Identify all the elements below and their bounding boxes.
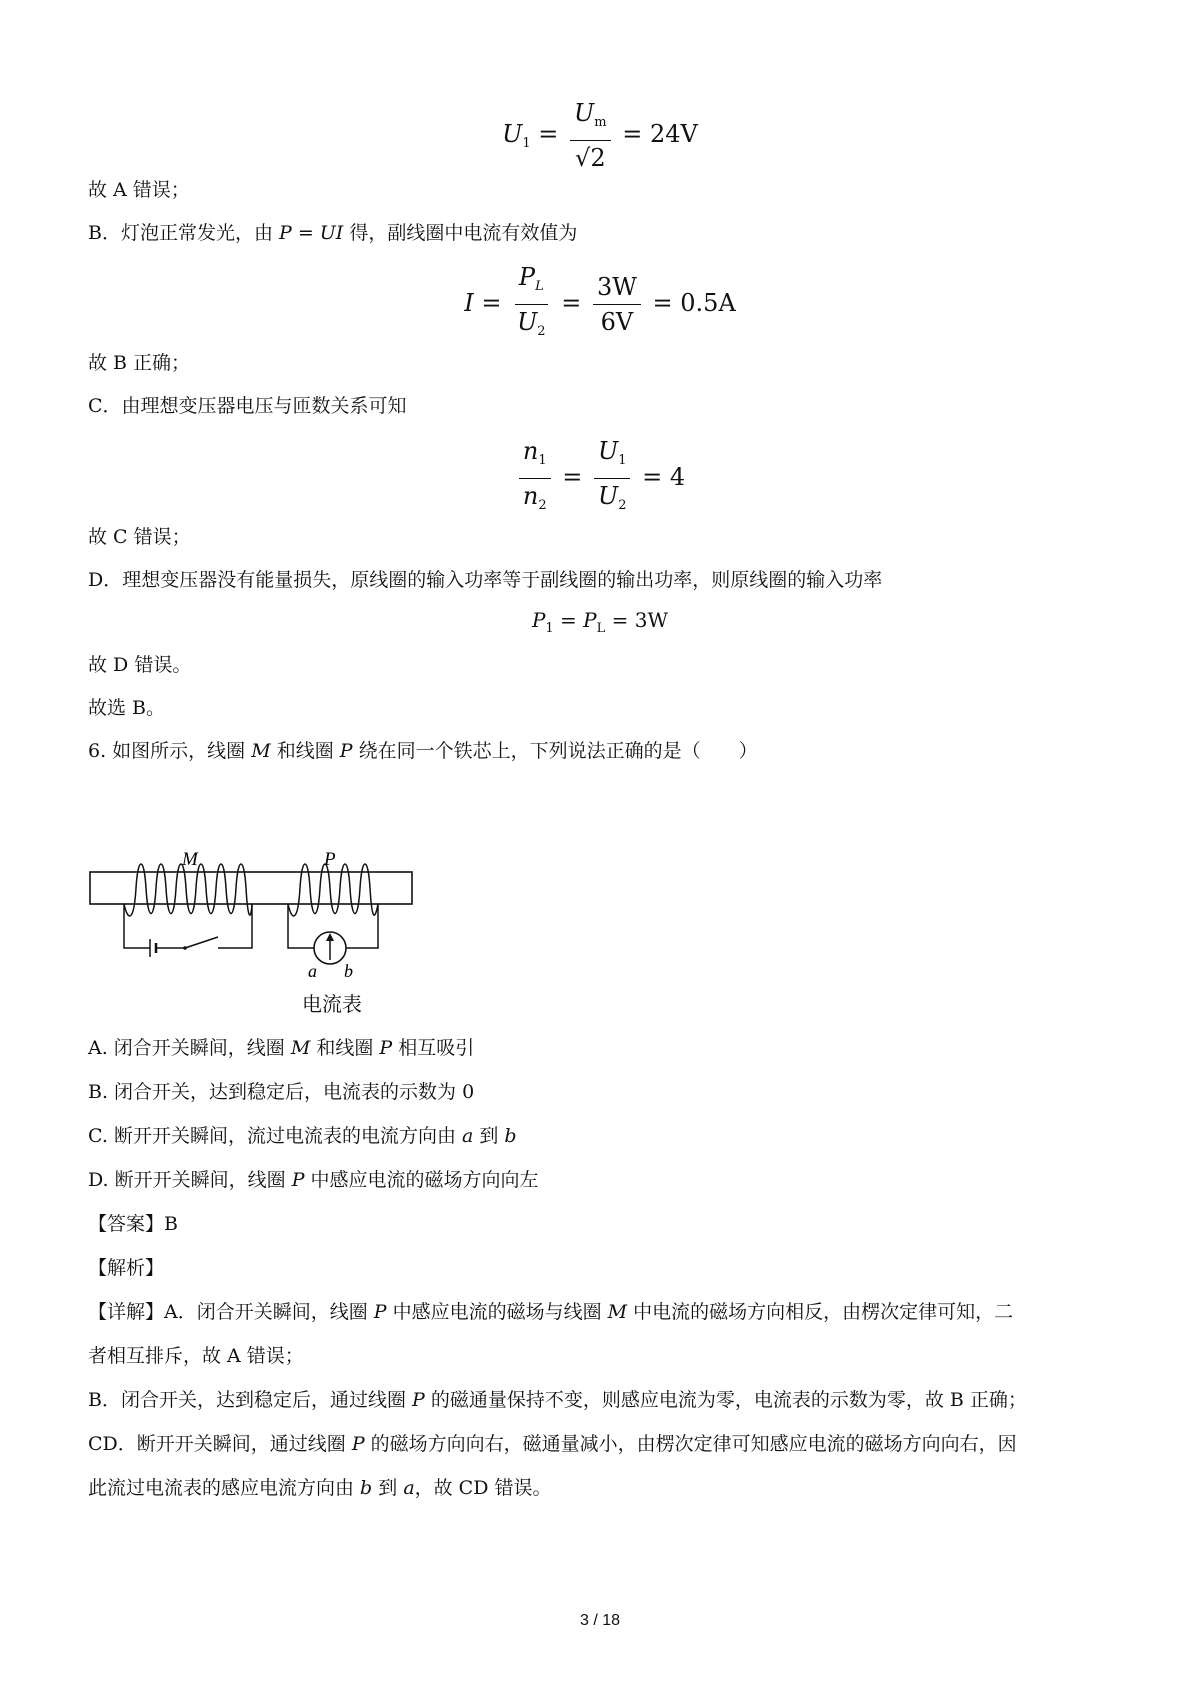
- text-line: 故 B 正确；: [88, 352, 191, 374]
- iron-core: [90, 872, 412, 904]
- explanation-line: B．闭合开关，达到稳定后，通过线圈 P 的磁通量保持不变，则感应电流为零，电流表的示数为零，故 B 正确；: [88, 1389, 1027, 1411]
- label-p: P: [324, 850, 336, 870]
- ammeter-caption: 电流表: [302, 992, 362, 1016]
- text-line: 故选 B。: [88, 697, 166, 719]
- equation-power: $P_1 = P_L = 3W$: [531, 608, 669, 636]
- answer: 【答案】B: [88, 1213, 178, 1235]
- text-line: 故 C 错误；: [88, 526, 191, 548]
- fraction: $\frac{3W}{6V}$: [593, 272, 641, 337]
- equation-current: I = $\frac{P_L}{U_2}$ = $\frac{3W}{6V}$ = 0.5A: [0, 262, 1200, 347]
- option-a: A. 闭合开关瞬间，线圈 M 和线圈 P 相互吸引: [88, 1037, 475, 1059]
- fraction: $\frac{P_L}{U_2}$: [513, 262, 550, 347]
- explanation-line: 【详解】A．闭合开关瞬间，线圈 P 中感应电流的磁场与线圈 M 中电流的磁场方向相反，由楞次定律可知，二: [88, 1301, 1014, 1323]
- transformer-circuit-diagram: [88, 850, 428, 985]
- equation-turns-ratio: $\frac{n_1}{n_2}$ = $\frac{U_1}{U_2}$ = 4: [0, 436, 1200, 521]
- text-line: D．理想变压器没有能量损失，原线圈的输入功率等于副线圈的输出功率，则原线圈的输入功率: [88, 569, 883, 591]
- label-b: b: [344, 961, 353, 981]
- fraction: $\frac{U_m}{√2}$: [570, 98, 611, 173]
- fraction: $\frac{U_1}{U_2}$: [594, 436, 631, 521]
- wire-m-left: [124, 904, 150, 948]
- wire-m-right: [218, 904, 252, 948]
- equation-u1: $U_1$ = $\frac{U_m}{√2}$ = 24V: [502, 99, 698, 172]
- switch-blade: [185, 937, 218, 948]
- explanation-line: CD．断开开关瞬间，通过线圈 P 的磁场方向向右，磁通量减小，由楞次定律可知感应电流的磁场方向向右，因: [88, 1433, 1017, 1455]
- page-number: 3 / 18: [579, 1612, 621, 1629]
- explanation-line: 此流过电流表的感应电流方向由 b 到 a，故 CD 错误。: [88, 1477, 552, 1499]
- question-6-stem: 6. 如图所示，线圈 M 和线圈 P 绕在同一个铁芯上，下列说法正确的是（ ）: [88, 740, 758, 762]
- analysis-heading: 【解析】: [88, 1257, 165, 1279]
- text-line: 故 D 错误。: [88, 654, 192, 676]
- wire-p-right: [346, 904, 378, 948]
- text-line: 故 A 错误；: [88, 179, 190, 201]
- option-b: B. 闭合开关，达到稳定后，电流表的示数为 0: [88, 1081, 475, 1103]
- wire-p-left: [288, 904, 314, 948]
- label-m: M: [182, 850, 198, 870]
- text-line: C．由理想变压器电压与匝数关系可知: [88, 395, 407, 417]
- fraction: $\frac{n_1}{n_2}$: [519, 436, 551, 521]
- option-d: D. 断开开关瞬间，线圈 P 中感应电流的磁场方向向左: [88, 1169, 539, 1191]
- text-line: B．灯泡正常发光，由 P = UI 得，副线圈中电流有效值为: [88, 222, 578, 244]
- explanation-line: 者相互排斥，故 A 错误；: [88, 1345, 304, 1367]
- label-a: a: [308, 961, 317, 981]
- option-c: C. 断开开关瞬间，流过电流表的电流方向由 a 到 b: [88, 1125, 517, 1147]
